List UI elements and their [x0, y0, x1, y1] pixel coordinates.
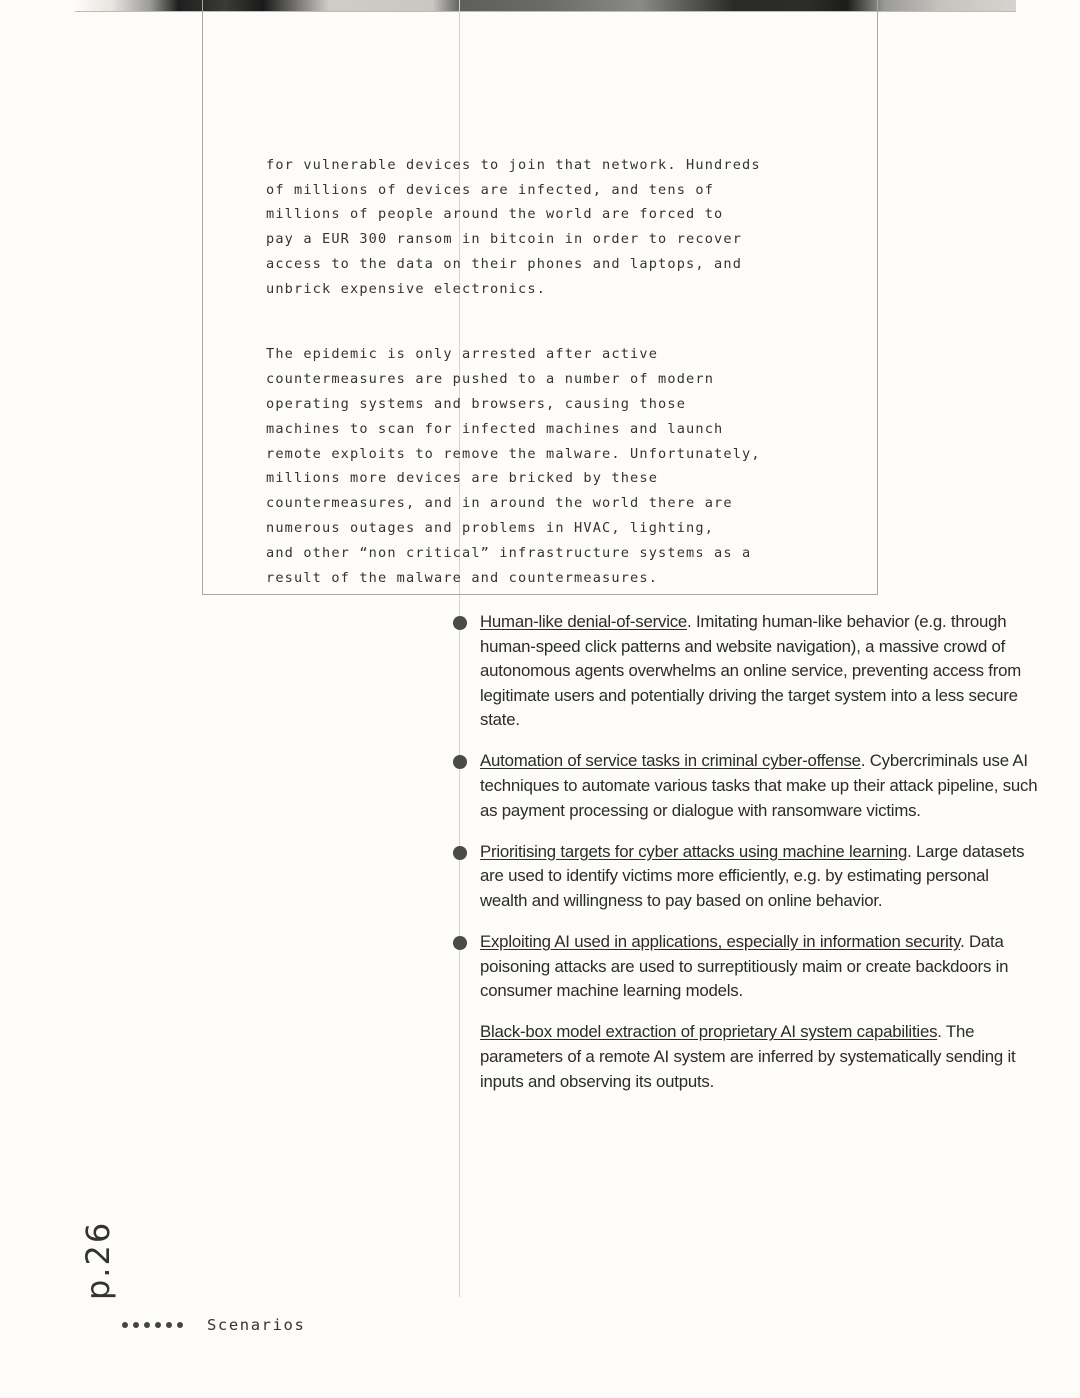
bullet-item — [480, 1020, 1040, 1094]
bullet-item — [480, 930, 1040, 1004]
bullet-dot-icon — [453, 936, 467, 950]
bullet-title-link[interactable]: Black-box model extraction of proprietary AI system capabilities — [480, 1022, 938, 1042]
bullet-title-link[interactable]: Exploiting AI used in applications, especially in information security — [480, 932, 961, 952]
bullet-dot-icon — [453, 755, 467, 769]
footer-dots-icon — [122, 1322, 183, 1328]
bullet-text: . Data poisoning attacks are used to surreptitiously maim or create backdoors in consumer machine learning models. — [480, 932, 1009, 1001]
page-number: p.26 — [79, 1220, 117, 1300]
section-label: Scenarios — [207, 1316, 306, 1334]
bullet-text: . The parameters of a remote AI system are inferred by systematically sending it inputs and observing its outputs. — [480, 1022, 1016, 1091]
bullet-item — [480, 610, 1040, 733]
bullet-dot-icon — [453, 616, 467, 630]
bullet-title-link[interactable]: Human-like denial-of-service — [480, 612, 688, 631]
scenario-quote-text — [266, 128, 856, 631]
bullet-text: . Imitating human-like behavior (e.g. through human-speed click patterns and website navigation), a massive crowd of autonomous agents overwhelms an online service, preventing access from legitimate users and potentially driving the target system into a less secure state. — [480, 612, 1022, 730]
bullet-item — [480, 749, 1040, 823]
bullet-item — [480, 840, 1040, 914]
quote-paragraph: The epidemic is only arrested after active countermeasures are pushed to a number of modern operating systems and browsers, causing those machines to scan for infected machines and launch remote exploits to remove the malware. Unfortunately, millions more devices are bricked by these countermeasures, and in around the world there are numerous outages and problems in HVAC, lighting, and other “non critical” infrastructure systems as a result of the malware and countermeasures. — [266, 346, 761, 586]
bullet-title-link[interactable]: Automation of service tasks in criminal cyber-offense — [480, 751, 861, 771]
bullet-text: . Large datasets are used to identify victims more efficiently, e.g. by estimating personal wealth and willingness to pay based on online behavior. — [480, 841, 1025, 910]
bullet-list — [480, 610, 1040, 1111]
bullet-dot-icon — [453, 846, 467, 860]
bullet-text: . Cybercriminals use AI techniques to automate various tasks that make up their attack pipeline, such as payment processing or dialogue with ransomware victims. — [480, 751, 1038, 820]
quote-paragraph: for vulnerable devices to join that network. Hundreds of millions of devices are infected, and tens of millions of people around the world are forced to pay a EUR 300 ransom in bitcoin in order to recover access to the data on their phones and laptops, and unbrick expensive electronics. — [266, 156, 761, 297]
bullet-title-link[interactable]: Prioritising targets for cyber attacks using machine learning — [480, 841, 908, 861]
